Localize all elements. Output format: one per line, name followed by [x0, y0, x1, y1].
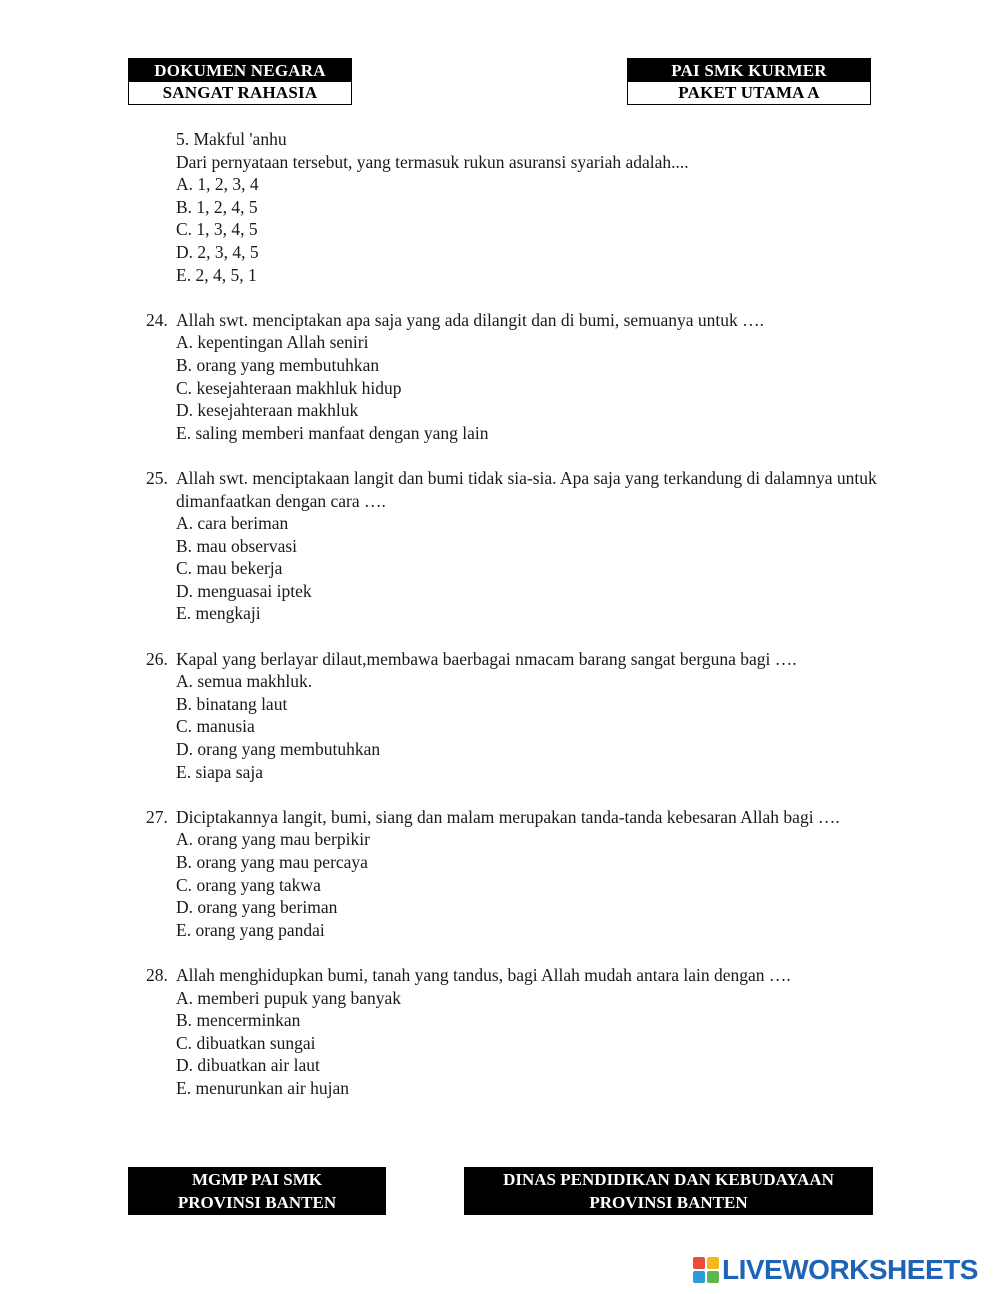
- option-text: dibuatkan air laut: [197, 1055, 320, 1076]
- option-letter: C.: [176, 716, 193, 737]
- answer-option: D. 2, 3, 4, 5: [176, 241, 259, 262]
- option-text: kesejahteraan makhluk: [197, 400, 359, 421]
- question-item: [146, 806, 886, 942]
- answer-option: [146, 557, 886, 580]
- header-box-right: [627, 58, 871, 105]
- answer-option: [146, 851, 886, 874]
- footer-org: MGMP PAI SMK: [192, 1170, 322, 1189]
- option-letter: D.: [176, 580, 194, 601]
- option-letter: D.: [176, 739, 194, 760]
- option-text: orang yang beriman: [197, 897, 338, 918]
- answer-option: [146, 1009, 886, 1032]
- continued-item: 5. Makful 'anhu: [176, 129, 287, 149]
- answer-option: [146, 602, 886, 625]
- continued-question: Dari pernyataan tersebut, yang termasuk rukun asuransi syariah adalah....: [176, 151, 689, 172]
- question-text: Allah swt. menciptakaan langit dan bumi tidak sia-sia. Apa saja yang terkandung di dalamnya untuk dimanfaatkan dengan cara ….: [176, 467, 877, 511]
- answer-option: [146, 377, 886, 400]
- footer-box-left: [128, 1167, 386, 1215]
- answer-option: B. 1, 2, 4, 5: [176, 196, 258, 217]
- option-letter: A.: [176, 671, 194, 692]
- option-text: mencerminkan: [196, 1010, 301, 1031]
- answer-option: [146, 354, 886, 377]
- answer-option: A. 1, 2, 3, 4: [176, 174, 259, 195]
- question-text: Allah menghidupkan bumi, tanah yang tandus, bagi Allah mudah antara lain dengan ….: [176, 964, 791, 985]
- option-letter: B.: [176, 852, 193, 872]
- question-text: Diciptakannya langit, bumi, siang dan malam merupakan tanda-tanda kebesaran Allah bagi ….: [176, 806, 840, 827]
- option-text: orang yang membutuhkan: [196, 354, 380, 375]
- option-text: dibuatkan sungai: [196, 1032, 316, 1053]
- answer-option: [146, 896, 886, 919]
- question-number: 28.: [146, 964, 168, 985]
- answer-option: [146, 535, 886, 558]
- option-letter: B.: [176, 354, 193, 375]
- option-letter: A.: [176, 332, 194, 353]
- answer-option: [146, 761, 886, 784]
- option-letter: C.: [176, 874, 193, 895]
- option-text: orang yang membutuhkan: [197, 739, 381, 760]
- answer-option: [146, 715, 886, 738]
- header-doc-classification: DOKUMEN NEGARA: [129, 59, 351, 82]
- answer-option: [146, 331, 886, 354]
- answer-option: [146, 987, 886, 1010]
- footer-agency-province: PROVINSI BANTEN: [589, 1193, 748, 1212]
- option-text: kepentingan Allah seniri: [197, 332, 369, 353]
- answer-option: [146, 580, 886, 603]
- question-content: [146, 128, 886, 1100]
- question-number: 27.: [146, 806, 168, 827]
- header-secrecy-level: SANGAT RAHASIA: [129, 82, 351, 104]
- answer-option: [146, 1054, 886, 1077]
- option-text: semua makhluk.: [197, 671, 313, 692]
- question-stem: [146, 467, 886, 512]
- option-letter: E.: [176, 1077, 192, 1098]
- question-number: 26.: [146, 648, 168, 669]
- option-text: menguasai iptek: [197, 580, 312, 601]
- option-letter: C.: [176, 1032, 193, 1053]
- option-text: orang yang takwa: [196, 874, 321, 895]
- option-text: menurunkan air hujan: [195, 1077, 350, 1098]
- option-text: manusia: [196, 716, 255, 737]
- question-number: 25.: [146, 467, 168, 488]
- answer-option: [146, 919, 886, 942]
- option-text: saling memberi manfaat dengan yang lain: [195, 422, 489, 443]
- option-letter: B.: [176, 1010, 193, 1031]
- answer-option: [146, 512, 886, 535]
- option-text: kesejahteraan makhluk hidup: [196, 377, 402, 398]
- option-letter: C.: [176, 377, 193, 398]
- header-subject: PAI SMK KURMER: [628, 59, 870, 82]
- option-text: orang yang pandai: [195, 919, 325, 940]
- option-letter: A.: [176, 829, 194, 850]
- question-number: 24.: [146, 309, 168, 330]
- answer-option: [146, 1032, 886, 1055]
- question-text: Allah swt. menciptakan apa saja yang ada dilangit dan di bumi, semuanya untuk ….: [176, 309, 765, 330]
- logo-squares-icon: [693, 1257, 719, 1283]
- answer-option: [146, 670, 886, 693]
- option-text: memberi pupuk yang banyak: [197, 987, 402, 1008]
- answer-option: [146, 738, 886, 761]
- question-list: [146, 309, 886, 1100]
- header-package: PAKET UTAMA A: [628, 82, 870, 104]
- option-text: siapa saja: [195, 761, 263, 782]
- answer-option: C. 1, 3, 4, 5: [176, 219, 258, 240]
- footer-box-right: [464, 1167, 873, 1215]
- option-letter: E.: [176, 919, 192, 940]
- header-box-left: [128, 58, 352, 105]
- question-item: [146, 309, 886, 445]
- question-item: [146, 467, 886, 625]
- answer-option: [146, 693, 886, 716]
- option-letter: E.: [176, 603, 192, 624]
- option-letter: C.: [176, 558, 193, 579]
- option-letter: B.: [176, 693, 193, 714]
- option-letter: A.: [176, 513, 194, 534]
- option-letter: D.: [176, 400, 194, 421]
- question-stem: [146, 648, 886, 671]
- option-letter: A.: [176, 987, 194, 1008]
- option-text: mau bekerja: [196, 558, 283, 579]
- option-text: mengkaji: [195, 603, 261, 624]
- brand-name: LIVEWORKSHEETS: [722, 1254, 978, 1285]
- question-stem: [146, 309, 886, 332]
- answer-option: [146, 1077, 886, 1100]
- question-text: Kapal yang berlayar dilaut,membawa baerbagai nmacam barang sangat berguna bagi ….: [176, 648, 797, 669]
- option-text: orang yang mau percaya: [196, 852, 368, 872]
- option-text: orang yang mau berpikir: [197, 829, 370, 850]
- option-letter: E.: [176, 422, 192, 443]
- option-letter: B.: [176, 535, 193, 556]
- option-text: binatang laut: [196, 693, 288, 714]
- answer-option: [146, 399, 886, 422]
- footer-agency: DINAS PENDIDIKAN DAN KEBUDAYAAN: [503, 1170, 834, 1189]
- answer-option: [146, 422, 886, 445]
- option-letter: E.: [176, 761, 192, 782]
- question-item: [146, 648, 886, 784]
- liveworksheets-logo[interactable]: [693, 1255, 978, 1285]
- answer-option: E. 2, 4, 5, 1: [176, 264, 257, 285]
- option-letter: D.: [176, 1055, 194, 1076]
- option-text: cara beriman: [197, 513, 289, 534]
- question-stem: [146, 806, 886, 829]
- option-text: mau observasi: [196, 535, 298, 556]
- option-letter: D.: [176, 897, 194, 918]
- question-stem: [146, 964, 886, 987]
- answer-option: [146, 828, 886, 851]
- question-item: [146, 964, 886, 1100]
- footer-province: PROVINSI BANTEN: [177, 1193, 337, 1212]
- answer-option: [146, 874, 886, 897]
